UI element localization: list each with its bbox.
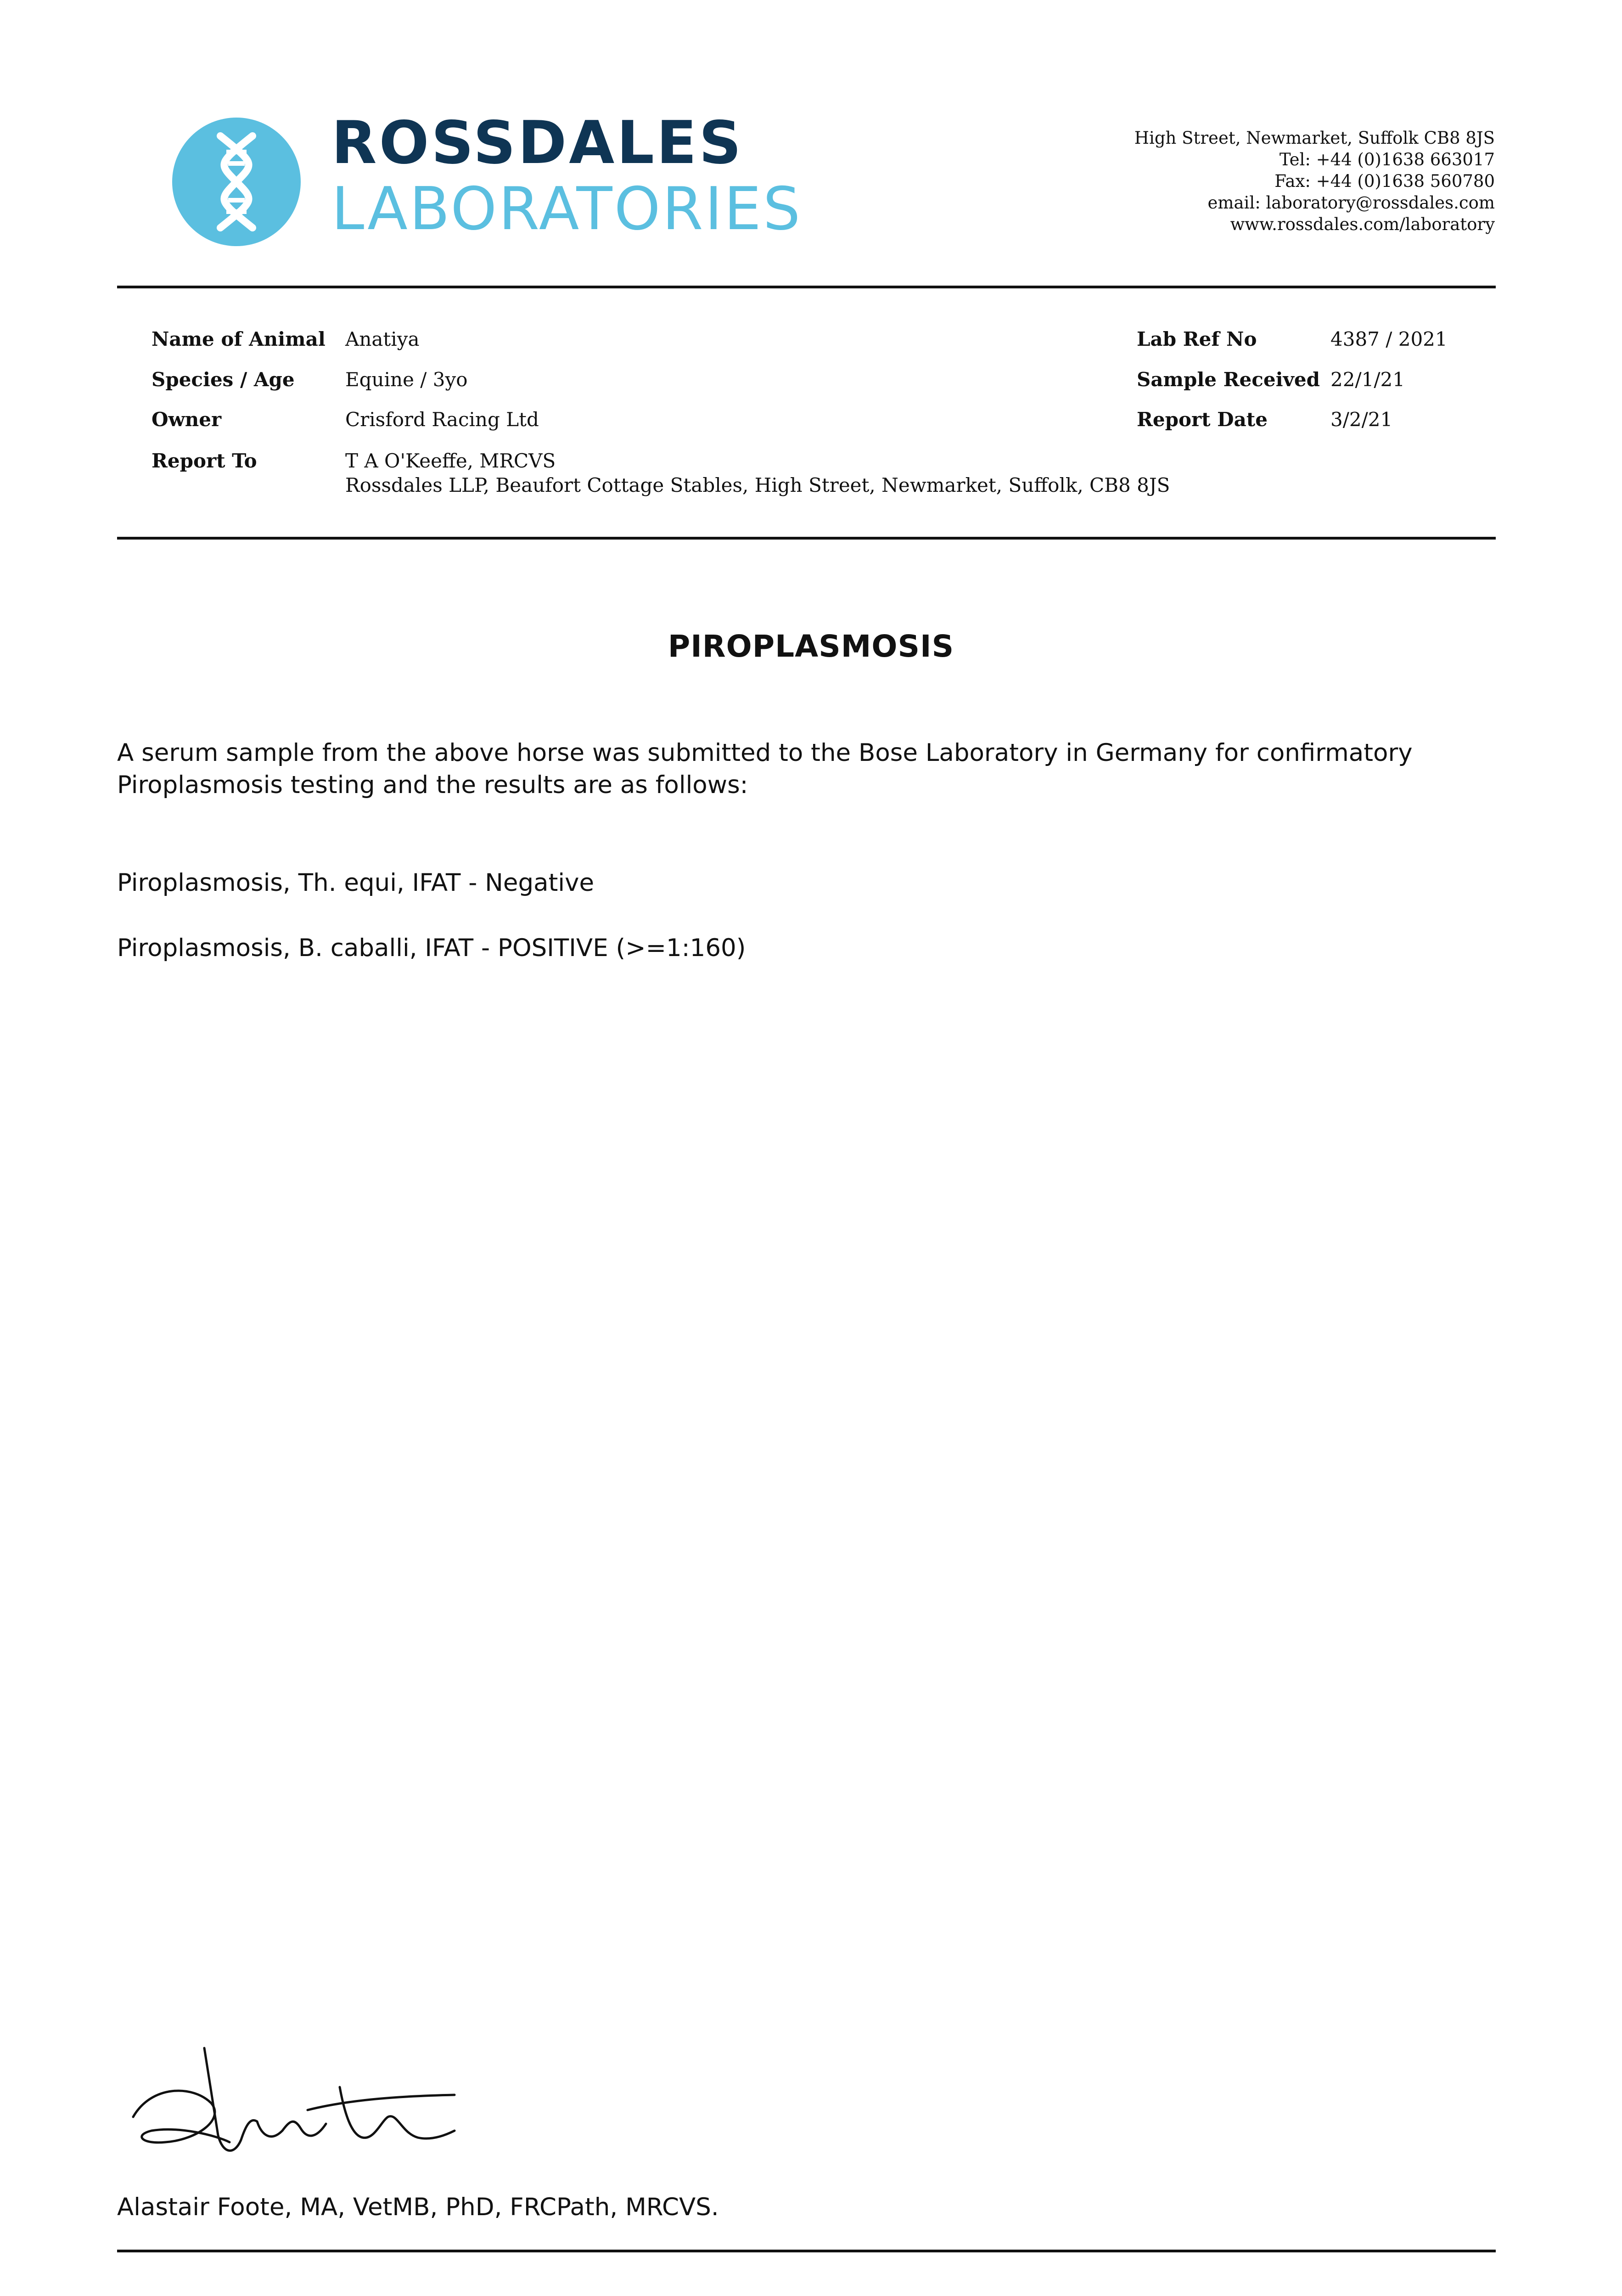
lab-ref-value: 4387 / 2021	[1330, 328, 1448, 350]
species-age-value: Equine / 3yo	[345, 368, 468, 391]
lab-contact-block	[1134, 127, 1495, 235]
contact-tel: Tel: +44 (0)1638 663017	[1279, 150, 1495, 169]
report-date-value: 3/2/21	[1330, 408, 1393, 431]
intro-text-line2: Piroplasmosis testing and the results are as follows:	[117, 771, 748, 799]
details-divider	[117, 537, 1496, 540]
name-of-animal-label: Name of Animal	[152, 328, 326, 350]
intro-text-line1: A serum sample from the above horse was submitted to the Bose Laboratory in Germany for confirmatory	[117, 739, 1413, 767]
handwritten-signature	[124, 2043, 473, 2167]
header-divider	[117, 286, 1496, 288]
report-to-label: Report To	[152, 450, 257, 472]
owner-label: Owner	[152, 408, 222, 431]
species-age-label: Species / Age	[152, 368, 295, 391]
contact-email: email: laboratory@rossdales.com	[1207, 193, 1495, 213]
result-b-caballi: Piroplasmosis, B. caballi, IFAT - POSITIVE (>=1:160)	[117, 934, 746, 962]
result-th-equi: Piroplasmosis, Th. equi, IFAT - Negative	[117, 869, 595, 897]
report-title: PIROPLASMOSIS	[668, 629, 954, 664]
report-to-name: T A O'Keeffe, MRCVS	[345, 450, 556, 472]
sample-received-label: Sample Received	[1137, 368, 1320, 391]
contact-fax: Fax: +44 (0)1638 560780	[1274, 171, 1495, 191]
brand-name-top: ROSSDALES	[331, 109, 744, 177]
owner-value: Crisford Racing Ltd	[345, 408, 539, 431]
report-to-address: Rossdales LLP, Beaufort Cottage Stables, High Street, Newmarket, Suffolk, CB8 8JS	[345, 474, 1170, 496]
name-of-animal-value: Anatiya	[345, 328, 420, 350]
contact-address: High Street, Newmarket, Suffolk CB8 8JS	[1134, 128, 1495, 148]
signatory-name: Alastair Foote, MA, VetMB, PhD, FRCPath, MRCVS.	[117, 2193, 719, 2221]
footer-divider	[117, 2250, 1496, 2252]
sample-received-value: 22/1/21	[1330, 368, 1405, 391]
contact-website: www.rossdales.com/laboratory	[1230, 214, 1495, 234]
dna-helix-icon	[172, 118, 301, 246]
lab-ref-label: Lab Ref No	[1137, 328, 1257, 350]
brand-name-bottom: LABORATORIES	[331, 175, 803, 243]
report-date-label: Report Date	[1137, 408, 1268, 431]
